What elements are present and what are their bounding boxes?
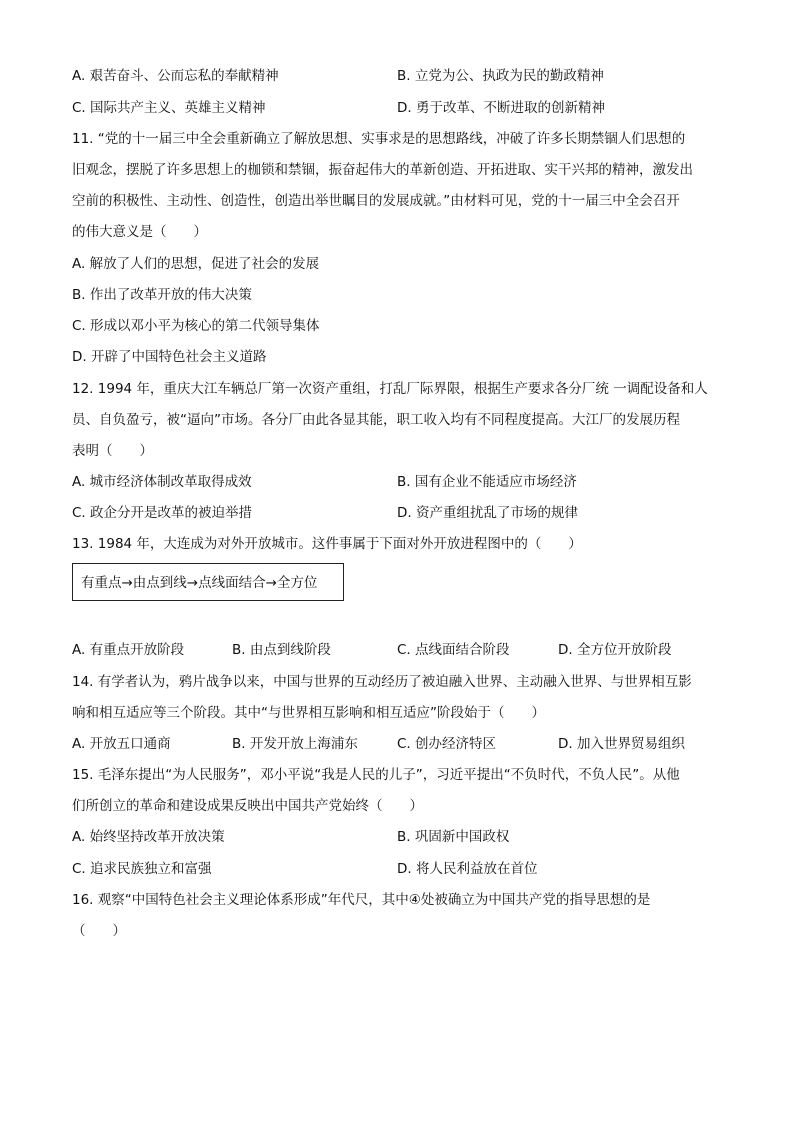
- q11-stem-line-3: 空前的积极性、主动性、创造性，创造出举世瞩目的发展成就。”由材料可见，党的十一届三中全会召开: [72, 193, 680, 209]
- q14-option-d: D. 加入世界贸易组织: [558, 736, 685, 752]
- opening-process-diagram-box: [72, 563, 344, 601]
- opening-process-text: 有重点→由点到线→点线面结合→全方位: [81, 575, 318, 591]
- q13-option-b: B. 由点到线阶段: [232, 642, 331, 658]
- q11-stem-line-2: 旧观念，摆脱了许多思想上的枷锁和禁锢，振奋起伟大的革新创造、开拓进取、实干兴邦的精神，激发出: [72, 162, 693, 178]
- q11-option-a: A. 解放了人们的思想，促进了社会的发展: [72, 256, 320, 272]
- q13-option-d: D. 全方位开放阶段: [558, 642, 672, 658]
- q14-stem-line-2: 响和相互适应等三个阶段。其中“与世界相互影响和相互适应”阶段始于（ ）: [72, 705, 545, 721]
- q13-stem-line-1: 13. 1984 年，大连成为对外开放城市。这件事属于下面对外开放进程图中的（ ）: [72, 536, 582, 552]
- q11-option-c: C. 形成以邓小平为核心的第二代领导集体: [72, 318, 320, 334]
- q10-option-c: C. 国际共产主义、英雄主义精神: [72, 100, 266, 116]
- q10-option-d: D. 勇于改革、不断进取的创新精神: [397, 100, 605, 116]
- q13-option-a: A. 有重点开放阶段: [72, 642, 185, 658]
- q11-stem-line-1: 11. “党的十一届三中全会重新确立了解放思想、实事求是的思想路线，冲破了许多长期禁锢人们思想的: [72, 131, 686, 147]
- q11-option-d: D. 开辟了中国特色社会主义道路: [72, 349, 267, 365]
- q11-stem-line-4: 的伟大意义是（ ）: [72, 224, 207, 240]
- q12-stem-line-2: 员、自负盈亏，被“逼向”市场。各分厂由此各显其能，职工收入均有不同程度提高。大江厂的发展历程: [72, 412, 680, 428]
- q14-option-b: B. 开发开放上海浦东: [232, 736, 358, 752]
- q12-option-c: C. 政企分开是改革的被迫举措: [72, 505, 253, 521]
- q15-stem-line-1: 15. 毛泽东提出“为人民服务”，邓小平说“我是人民的儿子”，习近平提出“不负时代，不负人民”。从他: [72, 767, 680, 783]
- q16-stem-line-2: （ ）: [72, 923, 126, 939]
- q12-stem-line-3: 表明（ ）: [72, 443, 153, 459]
- q12-stem-line-1: 12. 1994 年，重庆大江车辆总厂第一次资产重组，打乱厂际界限，根据生产要求各分厂统 一调配设备和人: [72, 381, 708, 397]
- q14-option-c: C. 创办经济特区: [397, 736, 497, 752]
- q15-option-d: D. 将人民利益放在首位: [397, 861, 538, 877]
- q15-stem-line-2: 们所创立的革命和建设成果反映出中国共产党始终（ ）: [72, 798, 423, 814]
- q12-option-a: A. 城市经济体制改革取得成效: [72, 474, 252, 490]
- q15-option-c: C. 追求民族独立和富强: [72, 861, 212, 877]
- q11-option-b: B. 作出了改革开放的伟大决策: [72, 287, 252, 303]
- q15-option-b: B. 巩固新中国政权: [397, 829, 510, 845]
- q10-option-b: B. 立党为公、执政为民的勤政精神: [397, 68, 604, 84]
- q15-option-a: A. 始终坚持改革开放决策: [72, 829, 225, 845]
- q14-option-a: A. 开放五口通商: [72, 736, 171, 752]
- q16-stem-line-1: 16. 观察“中国特色社会主义理论体系形成”年代尺，其中④处被确立为中国共产党的指导思想的是: [72, 892, 651, 908]
- q13-option-c: C. 点线面结合阶段: [397, 642, 510, 658]
- q10-option-a: A. 艰苦奋斗、公而忘私的奉献精神: [72, 68, 279, 84]
- q14-stem-line-1: 14. 有学者认为，鸦片战争以来，中国与世界的互动经历了被迫融入世界、主动融入世界、与世界相互影: [72, 674, 692, 690]
- q12-option-b: B. 国有企业不能适应市场经济: [397, 474, 577, 490]
- q12-option-d: D. 资产重组扰乱了市场的规律: [397, 505, 578, 521]
